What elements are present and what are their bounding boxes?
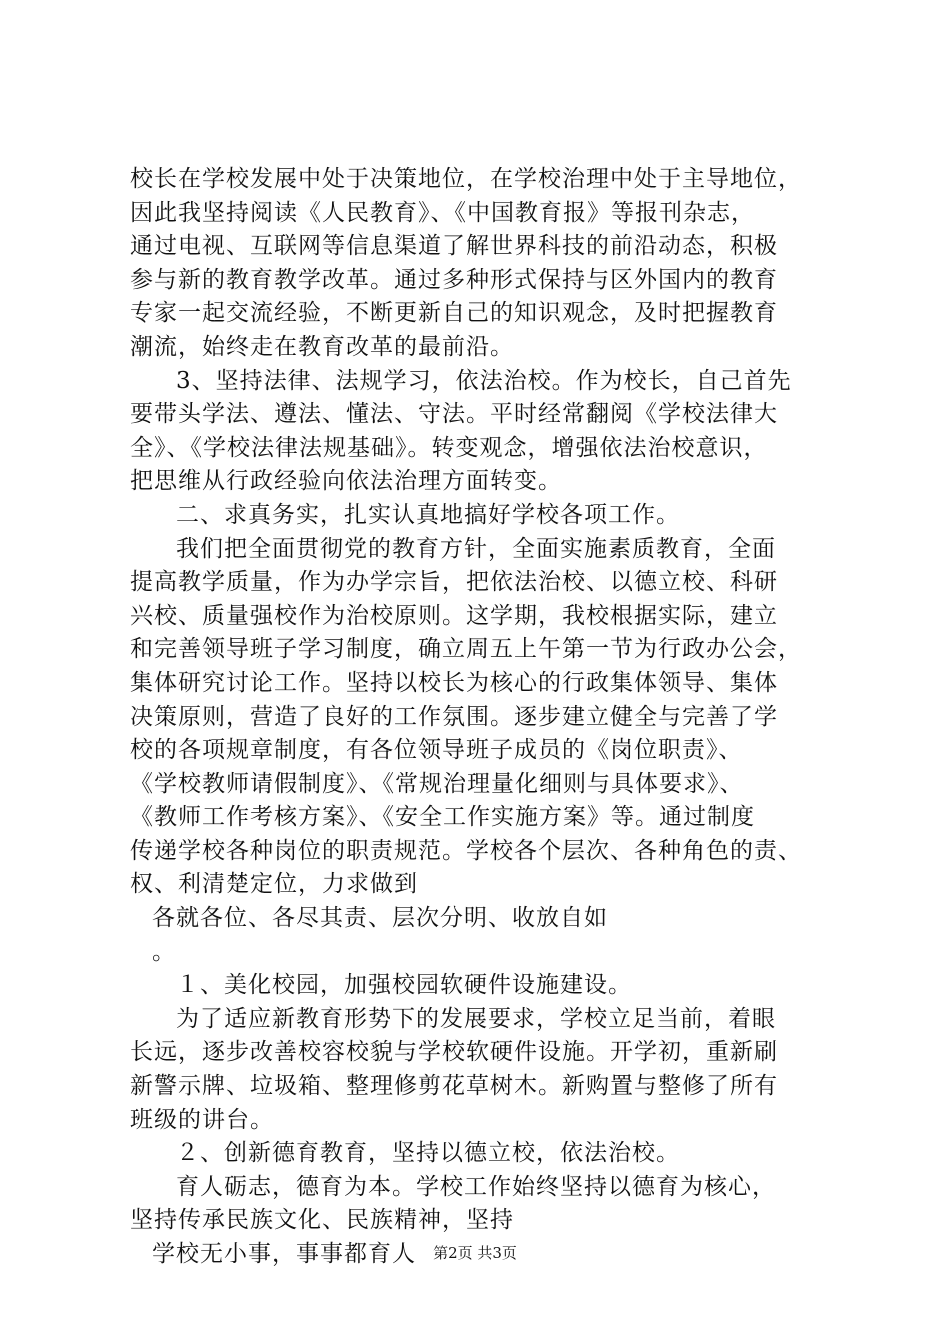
text-line: 通过电视、互联网等信息渠道了解世界科技的前沿动态，积极 xyxy=(130,233,778,260)
text-line: 兴校、质量强校作为治校原则。这学期，我校根据实际，建立 xyxy=(130,602,778,629)
text-line: 《教师工作考核方案》、《安全工作实施方案》等。通过制度 xyxy=(130,804,755,831)
text-line: 专家一起交流经验，不断更新自己的知识观念，及时把握教育 xyxy=(130,300,778,327)
text-line: 坚持传承民族文化、民族精神，坚持 xyxy=(130,1207,514,1234)
text-line: 全》、《学校法律法规基础》。转变观念，增强依法治校意识， xyxy=(130,434,768,461)
text-line: 潮流，始终走在教育改革的最前沿。 xyxy=(130,333,514,360)
text-line: 新警示牌、垃圾箱、整理修剪花草树木。新购置与整修了所有 xyxy=(130,1073,778,1100)
text-line: 校的各项规章制度，有各位领导班子成员的《岗位职责》、 xyxy=(130,737,743,764)
text-line: 提高教学质量，作为办学宗旨，把依法治校、以德立校、科研 xyxy=(130,569,778,596)
text-line: 各就各位、各尽其责、层次分明、收放自如 xyxy=(152,905,608,932)
text-line: 因此我坚持阅读《人民教育》、《中国教育报》等报刊杂志， xyxy=(130,199,755,226)
text-line: 和完善领导班子学习制度，确立周五上午第一节为行政办公会， xyxy=(130,636,802,663)
text-line: 集体研究讨论工作。坚持以校长为核心的行政集体领导、集体 xyxy=(130,669,778,696)
text-line: 长远，逐步改善校容校貌与学校软硬件设施。开学初，重新刷 xyxy=(130,1039,778,1066)
section-heading: １、美化校园，加强校园软硬件设施建设。 xyxy=(176,972,632,999)
text-line: 我们把全面贯彻党的教育方针，全面实施素质教育，全面 xyxy=(176,535,776,562)
text-line: 。 xyxy=(152,938,176,965)
text-line: 班级的讲台。 xyxy=(130,1106,274,1133)
text-line: 3、坚持法律、法规学习，依法治校。作为校长，自己首先 xyxy=(176,367,792,394)
text-line: 要带头学法、遵法、懂法、守法。平时经常翻阅《学校法律大 xyxy=(130,401,778,428)
page-number-footer: 第2页 共3页 xyxy=(433,1244,517,1262)
text-line: 参与新的教育教学改革。通过多种形式保持与区外国内的教育 xyxy=(130,266,778,293)
section-heading: ２、创新德育教育，坚持以德立校，依法治校。 xyxy=(176,1140,680,1167)
text-line: 校长在学校发展中处于决策地位，在学校治理中处于主导地位， xyxy=(130,166,802,192)
body-text xyxy=(130,163,830,1272)
text-line: 为了适应新教育形势下的发展要求，学校立足当前，着眼 xyxy=(176,1005,776,1032)
text-line: 传递学校各种岗位的职责规范。学校各个层次、各种角色的责、 xyxy=(130,837,802,864)
text-line: 权、利清楚定位，力求做到 xyxy=(130,871,418,898)
text-line: 学校无小事，事事都育人 xyxy=(152,1241,416,1267)
text-line: 决策原则，营造了良好的工作氛围。逐步建立健全与完善了学 xyxy=(130,703,778,730)
text-line: 把思维从行政经验向依法治理方面转变。 xyxy=(130,468,562,495)
text-line: 育人砺志，德育为本。学校工作始终坚持以德育为核心， xyxy=(176,1173,776,1200)
section-heading: 二、求真务实，扎实认真地搞好学校各项工作。 xyxy=(176,501,680,528)
text-line: 《学校教师请假制度》、《常规治理量化细则与具体要求》、 xyxy=(130,770,744,797)
